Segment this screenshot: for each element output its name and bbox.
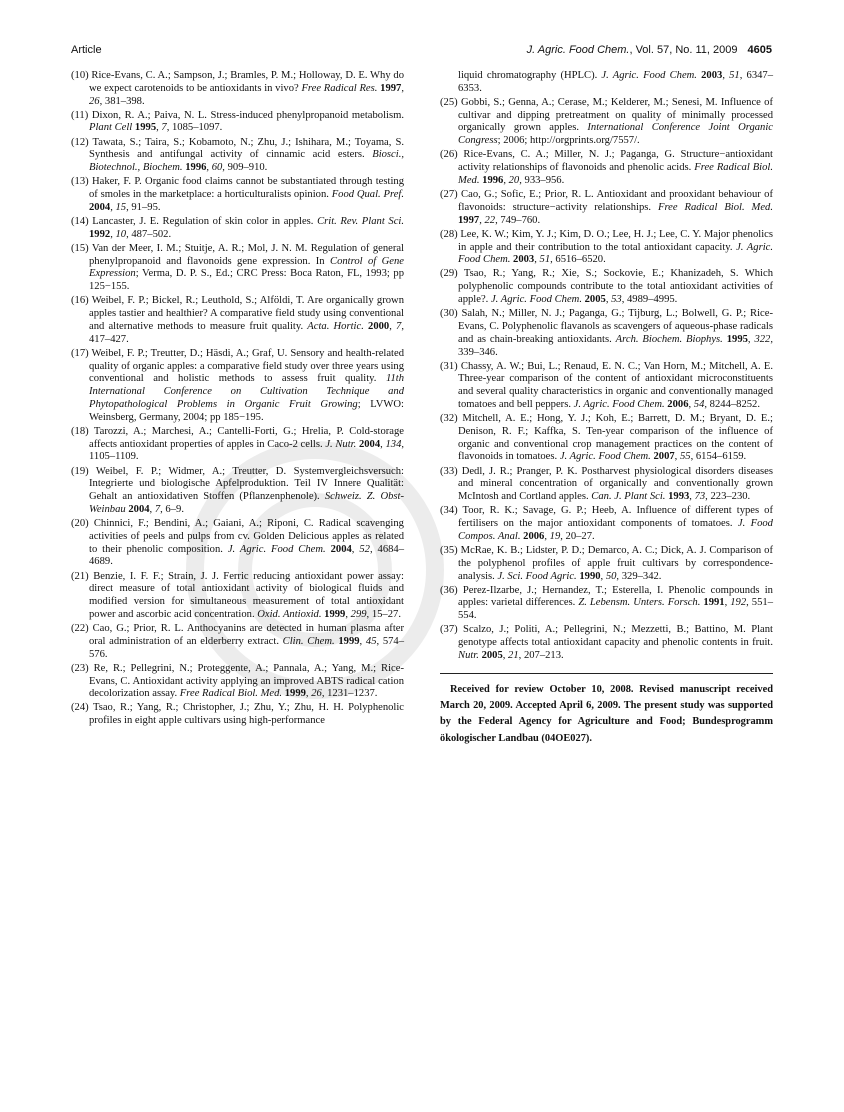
reference-item: (24) Tsao, R.; Yang, R.; Christopher, J.; Zhu, Y.; Zhu, H. H. Polyphenolic profiles in eight apple cultivars using high-performance [71, 702, 404, 727]
page-header [71, 44, 772, 60]
reference-continuation: liquid chromatography (HPLC). J. Agric. Food Chem. 2003, 51, 6347–6353. [458, 70, 774, 94]
reference-item: (21) Benzie, I. F. F.; Strain, J. J. Ferric reducing antioxidant power assay: direct measure of total antioxidant activity of biological fluids and modified version for simultaneous measurement of total antioxidant power and ascorbic acid concentration. Oxid. Antioxid. 1999, 299, 15–27. [71, 570, 404, 620]
references-right-column [440, 70, 773, 747]
reference-item: (34) Toor, R. K.; Savage, G. P.; Heeb, A. Influence of different types of fertilisers on the major antioxidant components of tomatoes. J. Food Compos. Anal. 2006, 19, 20–27. [440, 505, 773, 542]
received-note: Received for review October 10, 2008. Revised manuscript received March 20, 2009. Accepted April 6, 2009. The present study was supported by the Federal Agency for Agriculture and Food; Bundesprogramm ökologischer Landbau (04OE027). [440, 683, 773, 744]
reference-item: (13) Haker, F. P. Organic food claims cannot be substantiated through testing of smoles in the marketplace: a horticulturalists opinion. Food Qual. Pref. 2004, 15, 91–95. [71, 176, 404, 213]
reference-item: (31) Chassy, A. W.; Bui, L.; Renaud, E. N. C.; Van Horn, M.; Mitchell, A. E. Three-year comparison of the content of antioxidant microconstituents and several quality characteristics in organic and conventionally managed tomatoes and bell peppers. J. Agric. Food Chem. 2006, 54, 8244–8252. [440, 360, 773, 410]
journal-citation [527, 44, 772, 56]
section-label: Article [71, 44, 102, 56]
reference-item: (18) Tarozzi, A.; Marchesi, A.; Cantelli-Forti, G.; Hrelia, P. Cold-storage affects antioxidant properties of apples in Caco-2 cells. J. Nutr. 2004, 134, 1105–1109. [71, 425, 405, 463]
reference-item: (16) Weibel, F. P.; Bickel, R.; Leuthold, S.; Alföldi, T. Are organically grown apples tastier and healthier? A comparative field study using conventional and alternative methods to measure fruit quality. Acta. Hortic. 2000, 7, 417–427. [71, 295, 404, 345]
reference-item: (29) Tsao, R.; Yang, R.; Xie, S.; Sockovie, E.; Khanizadeh, S. Which polyphenolic compounds contribute to the total antioxidant activities of apple?. J. Agric. Food Chem. 2005, 53, 4989–4995. [440, 268, 773, 306]
reference-item: (14) Lancaster, J. E. Regulation of skin color in apples. Crit. Rev. Plant Sci. 1992, 10, 487–502. [71, 215, 404, 240]
reference-item: (22) Cao, G.; Prior, R. L. Anthocyanins are detected in human plasma after oral administration of an elderberry extract. Clin. Chem. 1999, 45, 574–576. [71, 623, 405, 660]
reference-item: (36) Perez-Ilzarbe, J.; Hernandez, T.; Esterella, I. Phenolic compounds in apples: varietal differences. Z. Lebensm. Unters. Forsch. 1991, 192, 551–554. [440, 584, 773, 622]
reference-item: (28) Lee, K. W.; Kim, Y. J.; Kim, D. O.; Lee, H. J.; Lee, C. Y. Major phenolics in apple and their contribution to the total antioxidant capacity. J. Agric. Food Chem. 2003, 51, 6516–6520. [440, 228, 773, 266]
page-number: 4605 [747, 44, 772, 56]
reference-item: (35) McRae, K. B.; Lidster, P. D.; Demarco, A. C.; Dick, A. J. Comparison of the polyphenol profiles of apple fruit cultivars by correspondence-analysis. J. Sci. Food Agric. 1990, 50, 329–342. [440, 544, 773, 582]
reference-item: (23) Re, R.; Pellegrini, N.; Proteggente, A.; Pannala, A.; Yang, M.; Rice-Evans, C. Antioxidant activity applying an improved ABTS radical cation decolorization assay. Free Radical Biol. Med. 1999, 26, 1231–1237. [71, 662, 404, 700]
reference-item: (15) Van der Meer, I. M.; Stuitje, A. R.; Mol, J. N. M. Regulation of general phenylpropanoid and flavonoids gene expression. In Control of Gene Expression; Verma, D. P. S., Ed.; CRC Press: Boca Raton, FL, 1993; pp 125−155. [71, 242, 404, 293]
references-left-column [71, 70, 404, 729]
reference-item: (30) Salah, N.; Miller, N. J.; Paganga, G.; Tijburg, L.; Bolwell, G. P.; Rice-Evans, C. Polyphenolic flavanols as scavengers of aqueous-phase radicals and as chain-breaking antioxidants. Arch. Biochem. Biophys. 1995, 322, 339–346. [440, 308, 773, 358]
reference-item: (11) Dixon, R. A.; Paiva, N. L. Stress-induced phenylpropanoid metabolism. Plant Cell 1995, 7, 1085–1097. [71, 109, 404, 134]
reference-item: (10) Rice-Evans, C. A.; Sampson, J.; Bramles, P. M.; Holloway, D. E. Why do we expect carotenoids to be antioxidants in vivo? Free Radical Res. 1997, 26, 381–398. [71, 70, 404, 107]
reference-item: (37) Scalzo, J.; Politi, A.; Pellegrini, N.; Mezzetti, B.; Battino, M. Plant genotype affects total antioxidant capacity and phenolic contents in fruit. Nutr. 2005, 21, 207–213. [440, 624, 773, 661]
reference-item: (32) Mitchell, A. E.; Hong, Y. J.; Koh, E.; Barrett, D. M.; Bryant, D. E.; Denison, R. F.; Kaffka, S. Ten-year comparison of the influence of organic and conventional crop management practices on the content of flavonoids in tomatoes. J. Agric. Food Chem. 2007, 55, 6154–6159. [440, 413, 773, 463]
references-right-list [440, 97, 773, 663]
journal-volume: , Vol. 57, No. 11, 2009 [629, 44, 738, 56]
reference-item: (12) Tawata, S.; Taira, S.; Kobamoto, N.; Zhu, J.; Ishihara, M.; Toyama, S. Synthesis and antifungal activity of cinnamic acid esters. Biosci., Biotechnol., Biochem. 1996, 60, 909–910. [71, 136, 404, 174]
reference-item: (33) Dedl, J. R.; Pranger, P. K. Postharvest physiological disorders diseases and mineral concentration of organically and conventionally grown McIntosh and Cortland apples. Can. J. Plant Sci. 1993, 73, 223–230. [440, 465, 773, 503]
reference-item: (17) Weibel, F. P.; Treutter, D.; Häsdi, A.; Graf, U. Sensory and health-related quality of organic apples: a comparative field study over three years using conventional and holistic methods to assess fruit quality. 11th International Conference on Cultivation Technique and Phytopathological Problems in Organic Fruit Growing; LVWO: Weinsberg, Germany, 2004; pp 185−195. [71, 347, 404, 423]
reference-item: (27) Cao, G.; Sofic, E.; Prior, R. L. Antioxidant and prooxidant behaviour of flavonoids: structure−activity relationships. Free Radical Biol. Med. 1997, 22, 749–760. [440, 189, 773, 226]
reference-item: (20) Chinnici, F.; Bendini, A.; Gaiani, A.; Riponi, C. Radical scavenging activities of peels and pulps from cv. Golden Delicious apples as related to their phenolic composition. J. Agric. Food Chem. 2004, 52, 4684–4689. [71, 518, 405, 568]
reference-item: (26) Rice-Evans, C. A.; Miller, N. J.; Paganga, G. Structure−antioxidant activity relationships of flavonoids and phenolic acids. Free Radical Biol. Med. 1996, 20, 933–956. [440, 149, 774, 186]
reference-item: (25) Gobbi, S.; Genna, A.; Cerase, M.; Kelderer, M.; Senesi, M. Influence of cultivar and dipping pretreatment on quality of minimally processed organically grown apples. International Conference Joint Organic Congress; 2006; http://orgprints.org/7557/. [440, 96, 774, 147]
journal-name: J. Agric. Food Chem. [526, 44, 630, 56]
reference-item: (19) Weibel, F. P.; Widmer, A.; Treutter, D. Systemvergleichsversuch: Integrierte und biologische Apfelproduktion. Teil IV Innere Qualität: Gehalt an antioxidativen Stoffen (Pflanzenphenole). Schweiz. Z. Obst-Weinbau 2004, 7, 6–9. [71, 465, 405, 515]
divider-rule [440, 673, 773, 674]
